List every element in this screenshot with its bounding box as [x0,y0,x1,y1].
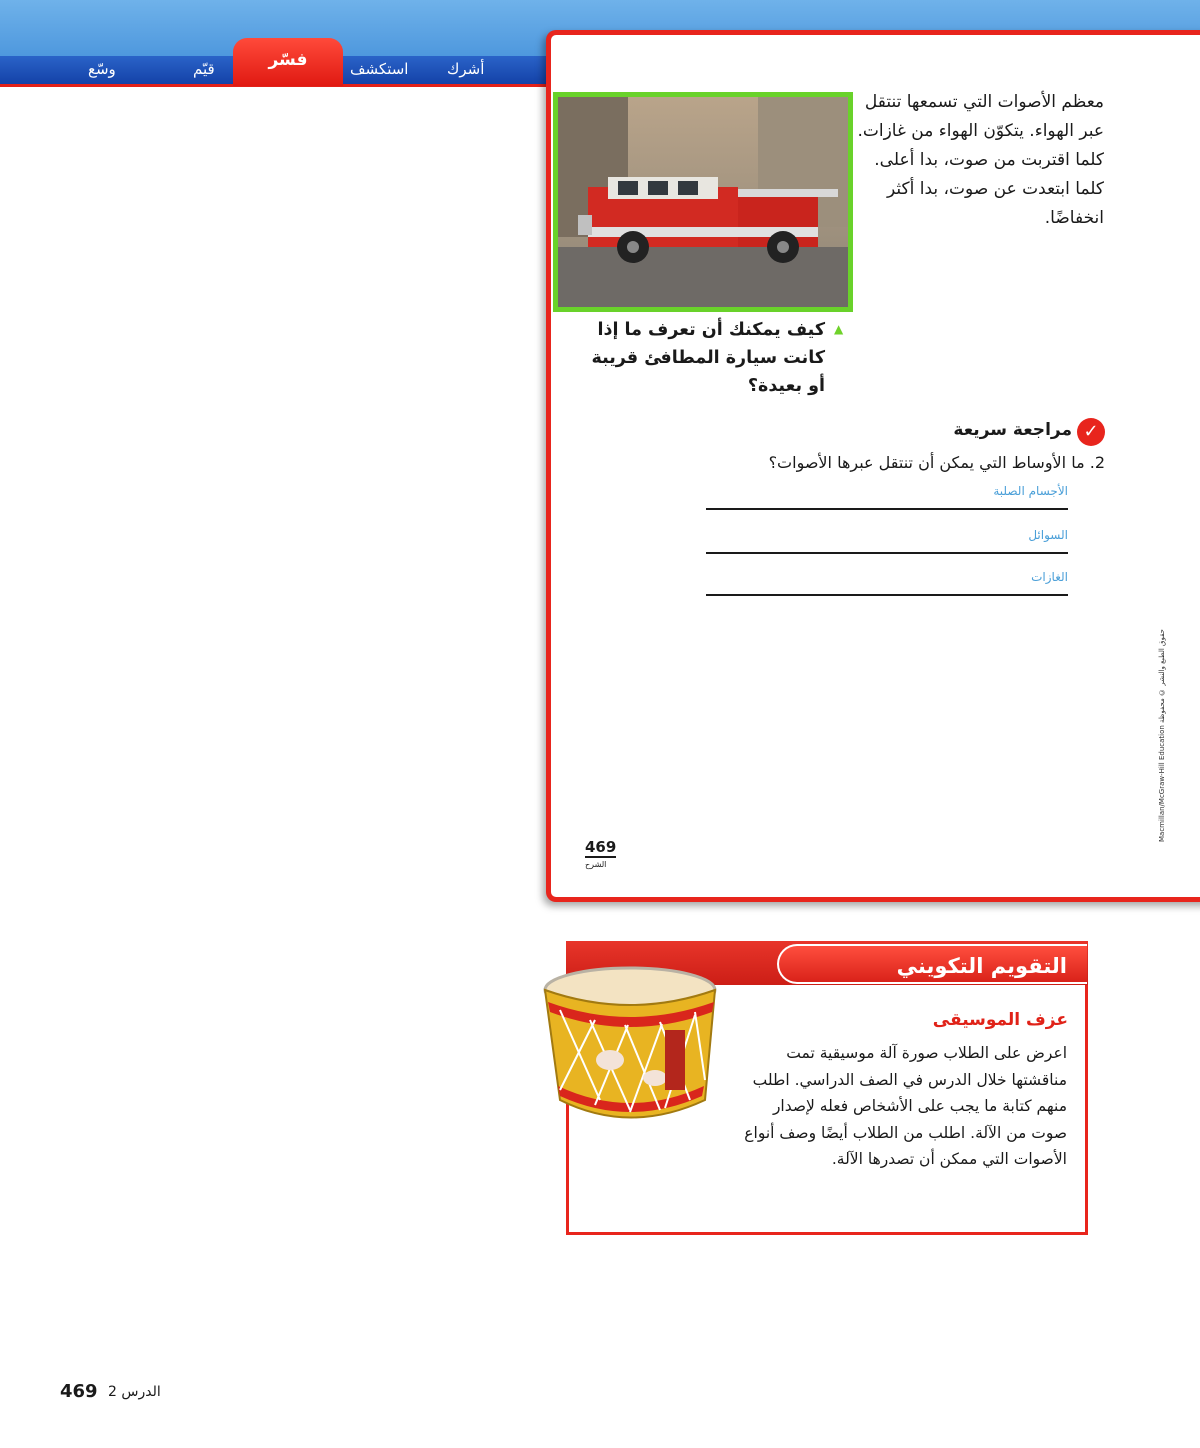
fire-truck-photo [553,92,853,312]
answer-line-3: الغازات [706,570,1068,596]
quick-review-title: مراجعة سريعة [953,420,1072,440]
answer-line-2: السوائل [706,528,1068,554]
intro-paragraph: معظم الأصوات التي تسمعها تنتقل عبر الهواء. يتكوّن الهواء من غازات. كلما اقتربت من صوت، بدا أعلى. كلما ابتعدت عن صوت، بدا أكثر انخفاضًا. [857,92,1104,228]
panel-page-number: 469 [585,838,617,856]
assessment-body-text: اعرض على الطلاب صورة آلة موسيقية تمت مناقشتها خلال الدرس في الصف الدراسي. اطلب منهم كتابة ما يجب على الأشخاص فعله لإصدار صوت من الآلة. اطلب من الطلاب أيضًا وصف أنواع الأصوات التي ممكن أن تصدرها الآلة. [744,1044,1067,1168]
nav-item-explore[interactable]: استكشف [350,60,409,78]
answer-line-1: الأجسام الصلبة [706,484,1068,510]
quick-review-question: 2. ما الأوساط التي يمكن أن تنتقل عبرها الأصوات؟ [768,453,1105,472]
checkmark-icon: ✓ [1077,418,1105,446]
panel-page-label: الشرح [585,860,607,869]
assessment-title: التقويم التكويني [777,944,1087,984]
drum-image [540,960,740,1144]
footer-lesson-label: الدرس 2 [108,1384,161,1400]
footer-page-number: 469 [60,1381,98,1402]
photo-caption-question: كيف يمكنك أن تعرف ما إذا كانت سيارة المطافئ قريبة أو بعيدة؟ [591,320,825,396]
nav-item-extend[interactable]: وسّع [88,60,116,78]
copyright-credit: Macmillan/McGraw-Hill Education حقوق الطبع والنشر © محفوظة [1158,629,1166,842]
nav-item-engage[interactable]: أشرك [447,60,485,78]
triangle-bullet-icon: ▲ [834,322,844,336]
nav-item-evaluate[interactable]: قيّم [193,60,215,78]
nav-item-explain-active[interactable]: فسّر [233,38,343,86]
assessment-subtitle: عزف الموسيقى [932,1010,1068,1030]
